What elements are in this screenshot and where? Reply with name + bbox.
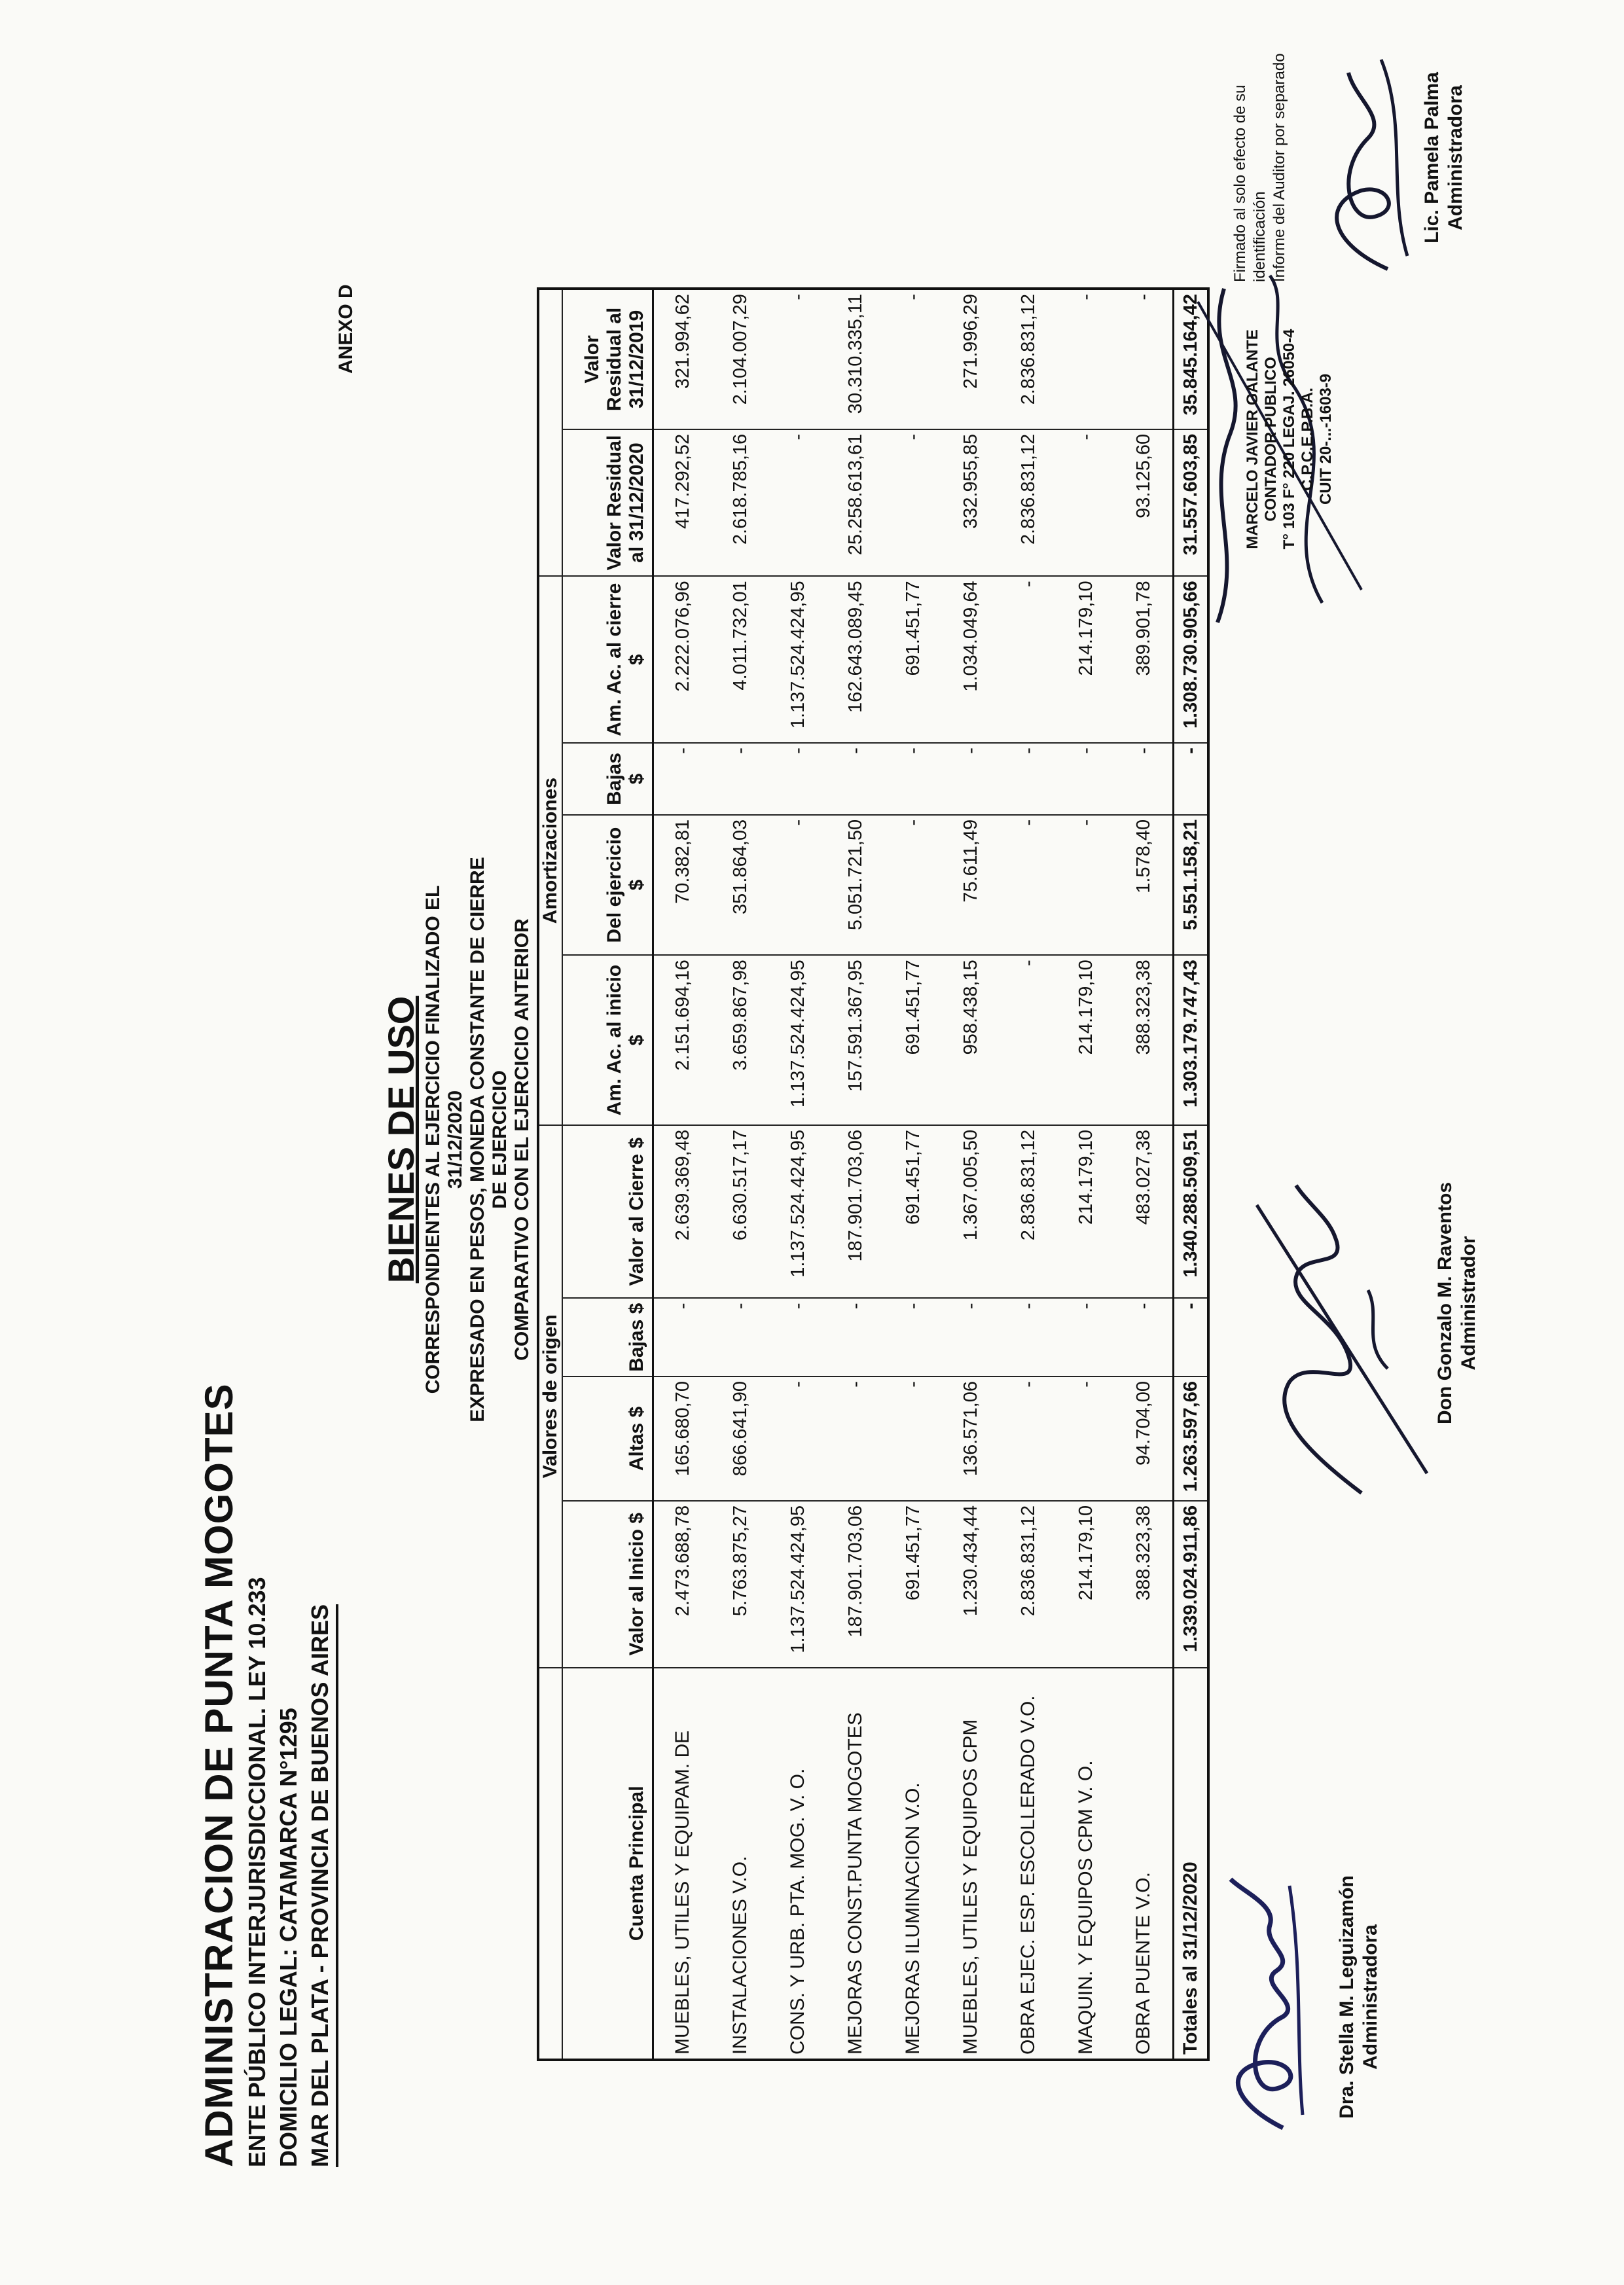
column-header: Altas $ bbox=[562, 1376, 653, 1501]
value-cell: 1.367.005,50 bbox=[942, 1125, 1000, 1299]
value-cell: 75.611,49 bbox=[942, 815, 1000, 955]
column-header: Am. Ac. al inicio $ bbox=[562, 955, 653, 1125]
value-cell: 3.659.867,98 bbox=[712, 955, 769, 1125]
signer-right bbox=[1420, 40, 1468, 276]
value-cell: 1.137.524.424,95 bbox=[769, 1125, 827, 1299]
table-row bbox=[1115, 289, 1174, 2060]
value-cell: 2.104.007,29 bbox=[712, 289, 769, 429]
value-cell: - bbox=[827, 743, 884, 815]
totals-value: - bbox=[1174, 1298, 1209, 1376]
value-cell: - bbox=[653, 743, 712, 815]
value-cell: - bbox=[769, 743, 827, 815]
value-cell: 214.179,10 bbox=[1057, 955, 1115, 1125]
value-cell: - bbox=[1057, 815, 1115, 955]
column-header: Valor al Cierre $ bbox=[562, 1125, 653, 1299]
value-cell: - bbox=[769, 815, 827, 955]
signer-mid-name: Don Gonzalo M. Raventos bbox=[1434, 1181, 1456, 1425]
empty-group-cell bbox=[538, 1668, 562, 2060]
org-line-1: ENTE PÚBLICO INTERJURISDICCIONAL. LEY 10.233 bbox=[244, 1577, 270, 2167]
auditor-cuit: CUIT 20-...-1603-9 bbox=[1317, 373, 1335, 505]
table-row bbox=[653, 289, 712, 2060]
column-header: Del ejercicio $ bbox=[562, 815, 653, 955]
auditor-reg: T° 103 F° 220 LEGAJ. 26050-4 bbox=[1280, 329, 1298, 550]
org-header bbox=[196, 1383, 338, 2167]
signer-left-role: Administradora bbox=[1360, 1924, 1381, 2070]
value-cell: - bbox=[1057, 1376, 1115, 1501]
value-cell: 1.230.434,44 bbox=[942, 1501, 1000, 1668]
totals-value: 1.303.179.747,43 bbox=[1174, 955, 1209, 1125]
auditor-note-2: Informe del Auditor por separado bbox=[1271, 53, 1288, 282]
totals-value: 1.340.288.509,51 bbox=[1174, 1125, 1209, 1299]
column-header: Am. Ac. al cierre $ bbox=[562, 576, 653, 743]
value-cell: 1.137.524.424,95 bbox=[769, 955, 827, 1125]
value-cell: 25.258.613,61 bbox=[827, 429, 884, 577]
org-line-2: DOMICILIO LEGAL: CATAMARCA N°1295 bbox=[275, 1708, 302, 2167]
value-cell: 2.151.694,16 bbox=[653, 955, 712, 1125]
value-cell: - bbox=[712, 1298, 769, 1376]
value-cell: 2.836.831,12 bbox=[1000, 1501, 1057, 1668]
value-cell: - bbox=[1115, 289, 1174, 429]
value-cell: - bbox=[712, 743, 769, 815]
value-cell: - bbox=[884, 1298, 942, 1376]
value-cell: 93.125,60 bbox=[1115, 429, 1174, 577]
org-line-3: MAR DEL PLATA - PROVINCIA DE BUENOS AIRES bbox=[304, 1604, 338, 2167]
value-cell: - bbox=[942, 1298, 1000, 1376]
value-cell: - bbox=[884, 429, 942, 577]
org-name: ADMINISTRACION DE PUNTA MOGOTES bbox=[197, 1383, 241, 2167]
bienes-de-uso-table bbox=[537, 287, 1210, 2061]
value-cell: 388.323,38 bbox=[1115, 955, 1174, 1125]
value-cell: - bbox=[942, 743, 1000, 815]
signer-mid-role: Administrador bbox=[1458, 1236, 1479, 1371]
value-cell: 691.451,77 bbox=[884, 955, 942, 1125]
value-cell: 1.137.524.424,95 bbox=[769, 1501, 827, 1668]
document-title bbox=[380, 845, 533, 1434]
totals-value: 1.339.024.911,86 bbox=[1174, 1501, 1209, 1668]
value-cell: 94.704,00 bbox=[1115, 1376, 1174, 1501]
account-cell: INSTALACIONES V.O. bbox=[712, 1668, 769, 2060]
totals-value: 1.263.597,66 bbox=[1174, 1376, 1209, 1501]
table-row bbox=[827, 289, 884, 2060]
signer-right-role: Administradora bbox=[1445, 85, 1466, 230]
totals-label: Totales al 31/12/2020 bbox=[1174, 1668, 1209, 2060]
value-cell: 351.864,03 bbox=[712, 815, 769, 955]
auditor-note bbox=[1231, 7, 1290, 282]
totals-value: - bbox=[1174, 743, 1209, 815]
column-header: Valor al Inicio $ bbox=[562, 1501, 653, 1668]
account-cell: MEJORAS CONST.PUNTA MOGOTES bbox=[827, 1668, 884, 2060]
value-cell: 162.643.089,45 bbox=[827, 576, 884, 743]
value-cell: - bbox=[1000, 815, 1057, 955]
value-cell: 691.451,77 bbox=[884, 1125, 942, 1299]
auditor-title: CONTADOR PUBLICO bbox=[1262, 357, 1280, 522]
column-header: Valor Residual al 31/12/2019 bbox=[562, 289, 653, 429]
value-cell: 271.996,29 bbox=[942, 289, 1000, 429]
signature-raventos-icon bbox=[1231, 1172, 1450, 1513]
value-cell: 389.901,78 bbox=[1115, 576, 1174, 743]
table-row bbox=[1057, 289, 1115, 2060]
value-cell: 165.680,70 bbox=[653, 1376, 712, 1501]
value-cell: 5.763.875,27 bbox=[712, 1501, 769, 1668]
value-cell: 4.011.732,01 bbox=[712, 576, 769, 743]
account-cell: MEJORAS ILUMINACION V.O. bbox=[884, 1668, 942, 2060]
title-sub-1: CORRESPONDIENTES AL EJERCICIO FINALIZADO EL 31/12/2020 bbox=[422, 885, 466, 1394]
value-cell: 321.994,62 bbox=[653, 289, 712, 429]
value-cell: - bbox=[884, 743, 942, 815]
value-cell: 866.641,90 bbox=[712, 1376, 769, 1501]
value-cell: 5.051.721,50 bbox=[827, 815, 884, 955]
value-cell: 2.473.688,78 bbox=[653, 1501, 712, 1668]
signature-leguizamon-icon bbox=[1204, 1866, 1326, 2141]
value-cell: - bbox=[1057, 1298, 1115, 1376]
table-row bbox=[942, 289, 1000, 2060]
value-cell: 214.179,10 bbox=[1057, 1501, 1115, 1668]
signer-mid bbox=[1434, 1153, 1481, 1454]
value-cell: 2.618.785,16 bbox=[712, 429, 769, 577]
value-cell: 214.179,10 bbox=[1057, 1125, 1115, 1299]
signature-palma-icon bbox=[1309, 46, 1424, 282]
title-heading: BIENES DE USO bbox=[380, 996, 422, 1284]
table-row bbox=[884, 289, 942, 2060]
value-cell: - bbox=[884, 815, 942, 955]
value-cell: 2.836.831,12 bbox=[1000, 1125, 1057, 1299]
value-cell: 691.451,77 bbox=[884, 1501, 942, 1668]
auditor-cpce: C.P.C.E.P.B.A. bbox=[1299, 387, 1316, 491]
value-cell: - bbox=[1000, 1376, 1057, 1501]
value-cell: - bbox=[884, 1376, 942, 1501]
column-header: Cuenta Principal bbox=[562, 1668, 653, 2060]
account-cell: MUEBLES, UTILES Y EQUIPOS CPM bbox=[942, 1668, 1000, 2060]
value-cell: 958.438,15 bbox=[942, 955, 1000, 1125]
signer-left-name: Dra. Stella M. Leguizamón bbox=[1336, 1875, 1358, 2119]
value-cell: - bbox=[1000, 1298, 1057, 1376]
value-cell: - bbox=[884, 289, 942, 429]
value-cell: 136.571,06 bbox=[942, 1376, 1000, 1501]
value-cell: - bbox=[827, 1298, 884, 1376]
value-cell: 483.027,38 bbox=[1115, 1125, 1174, 1299]
auditor-stamp bbox=[1244, 289, 1335, 590]
group-valores-origen: Valores de origen bbox=[538, 1125, 562, 1668]
signer-left bbox=[1335, 1860, 1382, 2134]
value-cell: - bbox=[769, 289, 827, 429]
value-cell: - bbox=[1057, 289, 1115, 429]
totals-value: 5.551.158,21 bbox=[1174, 815, 1209, 955]
value-cell: - bbox=[1000, 743, 1057, 815]
value-cell: 691.451,77 bbox=[884, 576, 942, 743]
group-amortizaciones: Amortizaciones bbox=[538, 576, 562, 1125]
empty-group-cell bbox=[538, 289, 562, 576]
value-cell: 187.901.703,06 bbox=[827, 1125, 884, 1299]
account-cell: CONS. Y URB. PTA. MOG. V. O. bbox=[769, 1668, 827, 2060]
table-row bbox=[712, 289, 769, 2060]
value-cell: 1.034.049,64 bbox=[942, 576, 1000, 743]
value-cell: - bbox=[769, 1376, 827, 1501]
account-cell: OBRA EJEC. ESP. ESCOLLERADO V.O. bbox=[1000, 1668, 1057, 2060]
column-header: Bajas $ bbox=[562, 743, 653, 815]
value-cell: 2.222.076,96 bbox=[653, 576, 712, 743]
value-cell: - bbox=[1000, 955, 1057, 1125]
value-cell: 214.179,10 bbox=[1057, 576, 1115, 743]
value-cell: 417.292,52 bbox=[653, 429, 712, 577]
value-cell: - bbox=[1115, 743, 1174, 815]
value-cell: 1.578,40 bbox=[1115, 815, 1174, 955]
title-sub-3: COMPARATIVO CON EL EJERCICIO ANTERIOR bbox=[511, 918, 533, 1361]
column-header: Bajas $ bbox=[562, 1298, 653, 1376]
table-row bbox=[769, 289, 827, 2060]
column-header: Valor Residual al 31/12/2020 bbox=[562, 429, 653, 577]
value-cell: - bbox=[653, 1298, 712, 1376]
value-cell: 2.836.831,12 bbox=[1000, 429, 1057, 577]
value-cell: - bbox=[827, 1376, 884, 1501]
value-cell: 2.836.831,12 bbox=[1000, 289, 1057, 429]
value-cell: - bbox=[1000, 576, 1057, 743]
value-cell: 1.137.524.424,95 bbox=[769, 576, 827, 743]
value-cell: - bbox=[1057, 743, 1115, 815]
totals-value: 1.308.730.905,66 bbox=[1174, 576, 1209, 743]
anexo-label: ANEXO D bbox=[335, 284, 357, 374]
value-cell: 157.591.367,95 bbox=[827, 955, 884, 1125]
auditor-name: MARCELO JAVIER GALANTE bbox=[1244, 329, 1261, 549]
value-cell: 332.955,85 bbox=[942, 429, 1000, 577]
value-cell: 70.382,81 bbox=[653, 815, 712, 955]
value-cell: - bbox=[1057, 429, 1115, 577]
value-cell: 30.310.335,11 bbox=[827, 289, 884, 429]
value-cell: 2.639.369,48 bbox=[653, 1125, 712, 1299]
value-cell: - bbox=[1115, 1298, 1174, 1376]
value-cell: 6.630.517,17 bbox=[712, 1125, 769, 1299]
totals-value: 31.557.603,85 bbox=[1174, 429, 1209, 577]
table-row bbox=[1000, 289, 1057, 2060]
account-cell: OBRA PUENTE V.O. bbox=[1115, 1668, 1174, 2060]
value-cell: - bbox=[769, 1298, 827, 1376]
signer-right-name: Lic. Pamela Palma bbox=[1421, 72, 1443, 243]
totals-value: 35.845.164,42 bbox=[1174, 289, 1209, 429]
account-cell: MUEBLES, UTILES Y EQUIPAM. DE bbox=[653, 1668, 712, 2060]
value-cell: - bbox=[769, 429, 827, 577]
value-cell: 388.323,38 bbox=[1115, 1501, 1174, 1668]
account-cell: MAQUIN. Y EQUIPOS CPM V. O. bbox=[1057, 1668, 1115, 2060]
title-sub-2: EXPRESADO EN PESOS, MONEDA CONSTANTE DE CIERRE DE EJERCICIO bbox=[467, 857, 511, 1422]
value-cell: 187.901.703,06 bbox=[827, 1501, 884, 1668]
auditor-note-1: Firmado al solo efecto de su identificación bbox=[1231, 84, 1269, 282]
